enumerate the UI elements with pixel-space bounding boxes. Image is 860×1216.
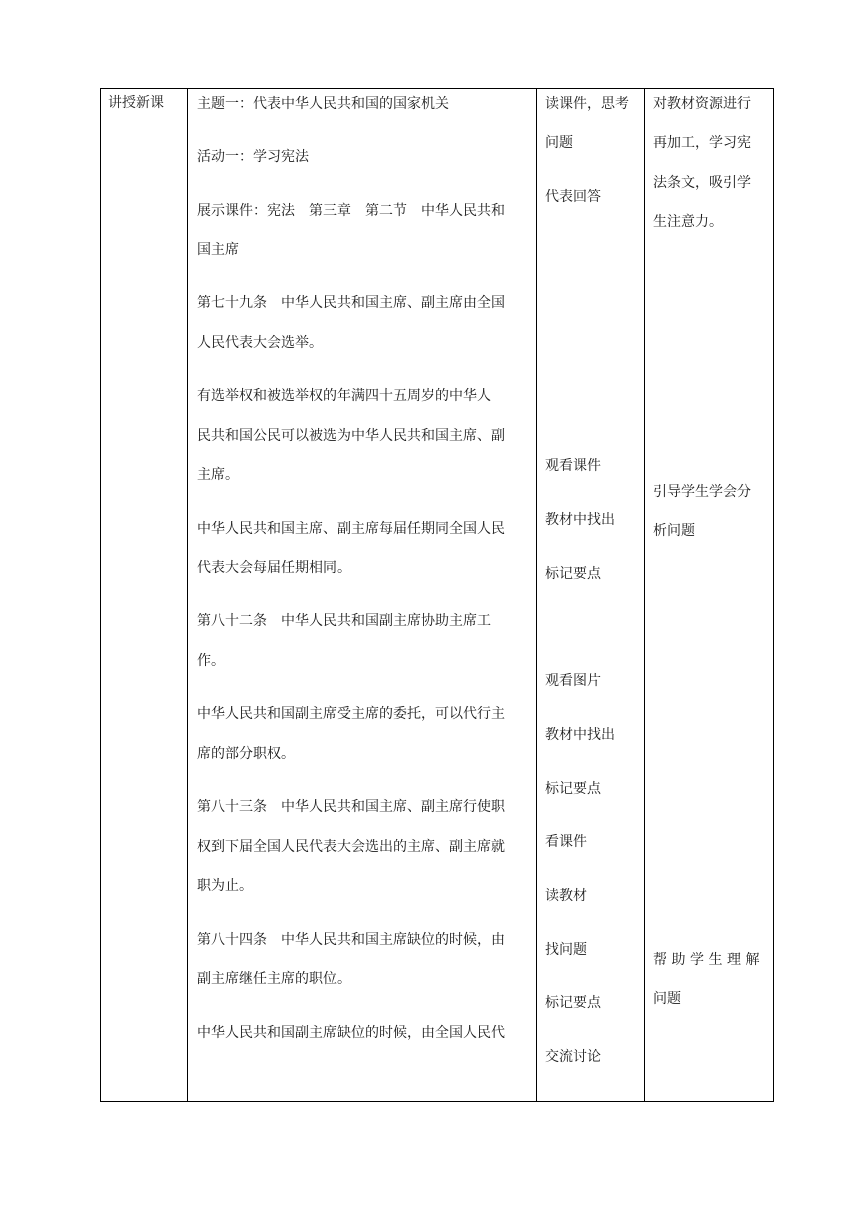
content-line: 国主席 — [197, 242, 239, 258]
student-line: 交流讨论 — [545, 1049, 601, 1065]
intent-line: 再加工，学习宪 — [653, 135, 751, 151]
intent-line: 法条文，吸引学 — [653, 175, 751, 191]
intent-line: 析问题 — [653, 523, 695, 539]
content-line: 有选举权和被选举权的年满四十五周岁的中华人 — [197, 388, 491, 404]
content-line: 权到下届全国人民代表大会选出的主席、副主席就 — [197, 839, 505, 855]
intent-line: 引导学生学会分 — [653, 484, 751, 500]
student-line: 问题 — [545, 135, 573, 151]
intent-line: 帮助学生理解 — [653, 952, 764, 968]
content-line: 副主席继任主席的职位。 — [197, 971, 351, 987]
student-activity-cell — [537, 89, 645, 1102]
intent-line: 生注意力。 — [653, 214, 723, 230]
content-line: 活动一：学习宪法 — [197, 149, 309, 165]
content-line: 代表大会每届任期相同。 — [197, 560, 351, 576]
content-line: 职为止。 — [197, 878, 253, 894]
intent-line: 对教材资源进行 — [653, 96, 751, 112]
stage-label: 讲授新课 — [108, 95, 164, 111]
content-line: 中华人民共和国副主席受主席的委托，可以代行主 — [197, 706, 505, 722]
content-cell — [188, 89, 537, 1102]
content-line: 主题一：代表中华人民共和国的国家机关 — [197, 96, 449, 112]
content-line: 第八十三条 中华人民共和国主席、副主席行使职 — [197, 799, 505, 815]
student-line: 教材中找出 — [545, 727, 615, 743]
student-line: 观看图片 — [545, 673, 601, 689]
intent-line: 问题 — [653, 991, 681, 1007]
content-line: 民共和国公民可以被选为中华人民共和国主席、副 — [197, 428, 505, 444]
content-line: 中华人民共和国主席、副主席每届任期同全国人民 — [197, 521, 505, 537]
content-line: 第八十四条 中华人民共和国主席缺位的时候，由 — [197, 932, 505, 948]
table-row — [101, 89, 774, 1102]
student-line: 标记要点 — [545, 995, 601, 1011]
student-line: 标记要点 — [545, 781, 601, 797]
content-line: 中华人民共和国副主席缺位的时候，由全国人民代 — [197, 1025, 505, 1041]
design-intent-cell — [645, 89, 774, 1102]
student-line: 标记要点 — [545, 566, 601, 582]
student-line: 观看课件 — [545, 458, 601, 474]
student-line: 读课件，思考 — [545, 96, 629, 112]
student-line: 读教材 — [545, 888, 587, 904]
student-line: 找问题 — [545, 942, 587, 958]
content-line: 展示课件：宪法 第三章 第二节 中华人民共和 — [197, 203, 505, 219]
content-line: 席的部分职权。 — [197, 746, 295, 762]
stage-cell — [101, 89, 188, 1102]
content-line: 主席。 — [197, 467, 239, 483]
lesson-table — [100, 88, 774, 1102]
content-line: 第七十九条 中华人民共和国主席、副主席由全国 — [197, 295, 505, 311]
content-line: 第八十二条 中华人民共和国副主席协助主席工 — [197, 613, 491, 629]
content-line: 人民代表大会选举。 — [197, 335, 323, 351]
student-line: 看课件 — [545, 834, 587, 850]
student-line: 教材中找出 — [545, 512, 615, 528]
student-line: 代表回答 — [545, 189, 601, 205]
content-line: 作。 — [197, 653, 225, 669]
